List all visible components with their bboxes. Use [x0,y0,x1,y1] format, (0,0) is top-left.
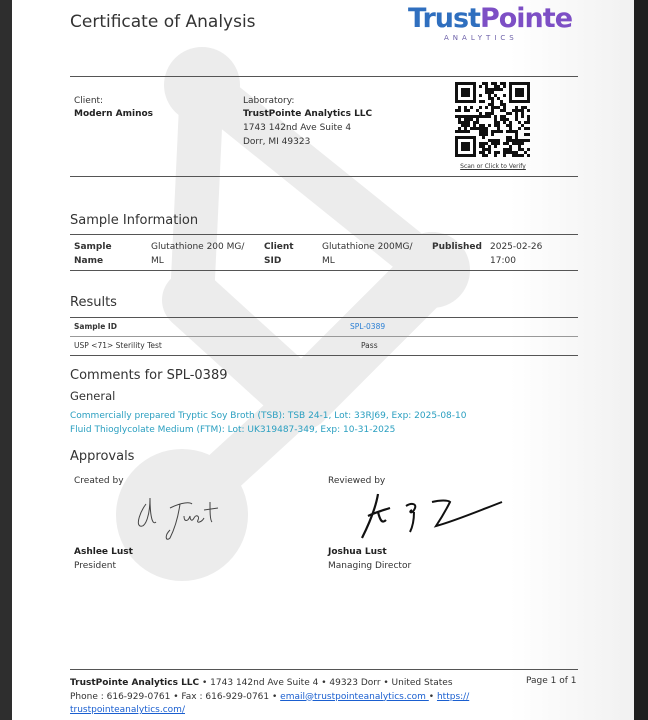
reviewer-signature-icon [356,486,506,542]
logo-text-pointe: Pointe [479,3,573,34]
sample-info-heading: Sample Information [70,213,199,228]
footer-address: • 1743 142nd Ave Suite 4 • 49323 Dorr • United States [199,678,453,688]
created-by-label: Created by [74,476,124,486]
comment-line: Commercially prepared Tryptic Soy Broth (TSB): TSB 24-1, Lot: 33RJ69, Exp: 2025-08-10 [70,411,467,421]
viewer-right-edge [634,0,648,720]
qr-modules [455,82,530,157]
laboratory-address-line2: Dorr, MI 49323 [243,137,311,147]
comment-line: Fluid Thioglycolate Medium (FTM): Lot: UK319487-349, Exp: 10-31-2025 [70,425,396,435]
certificate-page [12,0,634,720]
divider [70,317,578,318]
results-header-sample-link[interactable]: SPL-0389 [350,322,386,331]
sample-name-label: Sample Name [74,242,112,266]
footer-website-link[interactable]: https:// [436,691,470,702]
published-value: 2025-02-26 17:00 [490,242,543,266]
page-number: Page 1 of 1 [526,676,577,686]
client-sid-value: Glutathione 200MG/ ML [322,242,413,266]
reviewed-by-label: Reviewed by [328,476,386,486]
logo-text-trust: Trust [408,3,480,34]
approvals-heading: Approvals [70,449,135,464]
laboratory-label: Laboratory: [243,96,295,106]
client-label: Client: [74,96,104,106]
results-header-sample-id: Sample ID [74,322,117,331]
creator-name: Ashlee Lust [74,547,133,557]
reviewer-title: Managing Director [328,561,412,571]
footer-company: TrustPointe Analytics LLC [70,678,200,688]
footer-separator: • [428,691,437,702]
divider [70,336,578,337]
published-label: Published [432,242,482,252]
footer-phone-fax: Phone : 616-929-0761 • Fax : 616-929-0761 • [70,691,281,702]
client-name: Modern Aminos [74,109,154,119]
comments-heading: Comments for SPL-0389 [70,368,228,383]
test-result: Pass [361,341,378,350]
divider [70,355,578,356]
client-sid-label: Client SID [264,242,294,266]
creator-title: President [74,561,116,571]
divider [70,669,578,670]
test-name: USP <71> Sterility Test [74,341,162,350]
verify-qr-code-icon[interactable] [455,82,530,157]
viewer-left-edge [0,0,12,720]
logo-subtitle: ANALYTICS [444,34,518,42]
document-title: Certificate of Analysis [70,12,256,32]
trustpointe-logo [408,3,573,46]
sample-name-value: Glutathione 200 MG/ ML [151,242,245,266]
logo-wordmark [408,3,573,34]
divider [70,270,578,271]
divider [70,76,578,77]
laboratory-address-line1: 1743 142nd Ave Suite 4 [243,123,352,133]
footer-email-link[interactable]: email@trustpointeanalytics.com [280,691,429,702]
reviewer-name: Joshua Lust [328,547,387,557]
results-heading: Results [70,295,117,310]
creator-signature-icon [130,484,230,546]
divider [70,176,578,177]
footer-website-link-cont[interactable]: trustpointeanalytics.com/ [70,705,185,715]
comments-subheading: General [70,389,116,403]
verify-link[interactable]: Scan or Click to Verify [460,163,526,170]
laboratory-name: TrustPointe Analytics LLC [243,109,373,119]
divider [70,234,578,235]
footer-contact [70,677,510,718]
